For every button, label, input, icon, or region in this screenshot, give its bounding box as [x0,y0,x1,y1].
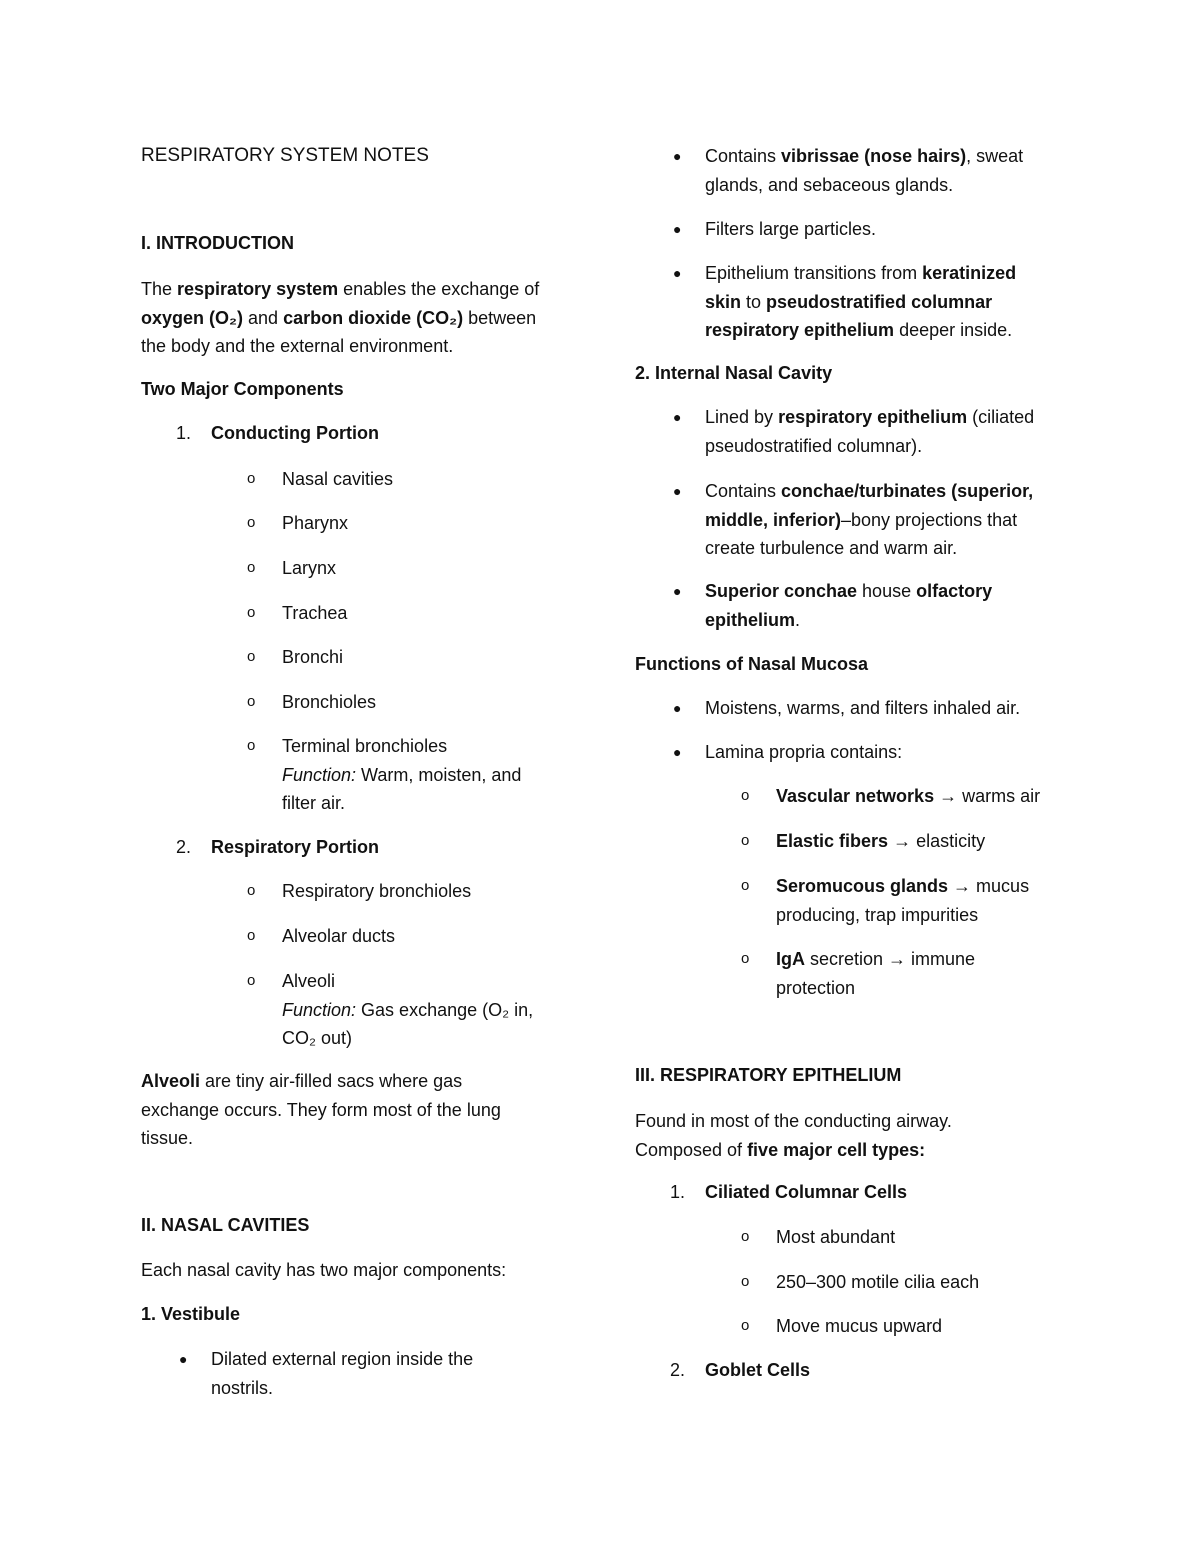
mucosa-heading: Functions of Nasal Mucosa [635,654,869,674]
epithelium-paragraph: Found in most of the conducting airway. Composed of five major cell types: [635,1111,952,1160]
nasal-paragraph: Each nasal cavity has two major components: [141,1260,507,1280]
internal-nasal-heading: 2. Internal Nasal Cavity [635,363,833,383]
intro-paragraph: The respiratory system enables the exchange of oxygen (O₂) and carbon dioxide (CO₂) between the body and the external environment. [141,279,540,356]
vestibule-heading: 1. Vestibule [141,1304,241,1324]
intro-heading: I. INTRODUCTION [141,233,294,253]
document-title: RESPIRATORY SYSTEM NOTES [141,145,429,166]
alveoli-paragraph: Alveoli are tiny air-filled sacs where gas exchange occurs. They form most of the lung tissue. [141,1071,501,1148]
epithelium-heading: III. RESPIRATORY EPITHELIUM [635,1065,902,1085]
nasal-heading: II. NASAL CAVITIES [141,1215,310,1235]
components-heading: Two Major Components [141,379,344,399]
